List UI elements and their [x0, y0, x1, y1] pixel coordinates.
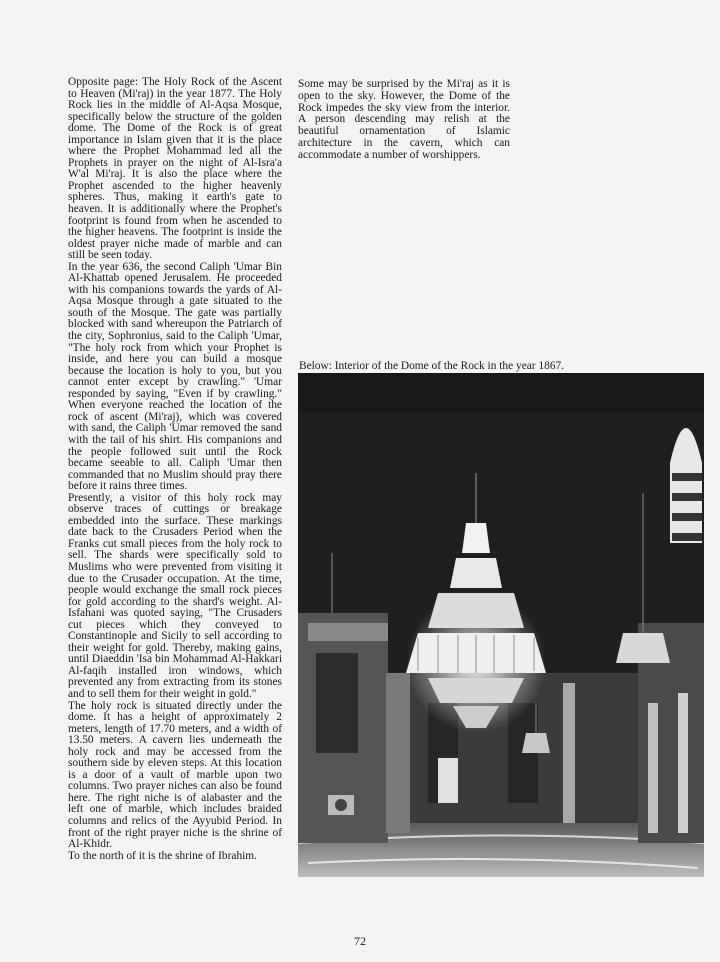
- page-number: 72: [354, 934, 366, 948]
- right-text-column: [298, 79, 510, 162]
- paragraph-caliph-umar: In the year 636, the second Caliph 'Umar Bin Al-Khattab opened Jerusalem. He proceeded with his companions towards the yards of Al-Aqsa Mosque through a gate situated to the south of the Mosque. The gate was partially blocked with sand whereupon the Patriarch of the city, Sophronius, said to the Caliph 'Umar, "The holy rock from which your Prophet is inside, and here you can build a mosque because the location is holy to you, but you cannot enter except by crawling." 'Umar responded by saying, "Even if by crawling." When everyone reached the location of the rock of ascent (Mi'raj), which was covered with sand, the Caliph 'Umar removed the sand with the tail of his shirt. His companions and the people followed suit until the Rock became seeable to all. Caliph 'Umar then commanded that no Muslim should pray there before it rains three times.: [68, 260, 282, 493]
- paragraph-crusaders: Presently, a visitor of this holy rock may observe traces of cuttings or breakage embedded into the surface. These markings date back to the Crusaders Period when the Franks cut small pieces from the holy rock to sell. The shards were specifically sold to Muslims who were prevented from visiting it due to the Crusader occupation. At the time, people would exchange the small rock pieces for gold according to the shard's weight. Al-Isfahani was quoted saying, "The Crusaders cut pieces which they conveyed to Constantinople and Sicily to sell according to their weight for gold. Thereby, making gains, until Diaeddin 'Isa bin Mohammad Al-Hakkari Al-faqih installed iron windows, which prevented any from extracting from its stones and to sell them for their weight in gold.": [68, 491, 282, 700]
- photo-caption: Below: Interior of the Dome of the Rock in the year 1867.: [299, 360, 565, 372]
- paragraph-dimensions: The holy rock is situated directly under the dome. It has a height of approximately 2 meters, length of 17.70 meters, and a width of 13.50 meters. A cavern lies underneath the holy rock and may be accessed from the southern side by eleven steps. At this location is a door of a vault of marble upon two columns. Two prayer niches can also be found here. The right niche is of alabaster and the left one of marble, which includes braided columns and relics of the Ayyubid Period. In front of the right prayer niche is the shrine of Al-Khidr.: [68, 699, 282, 851]
- paragraph-miraj-sky: Some may be surprised by the Mi'raj as it is open to the sky. However, the Dome of the Rock impedes the sky view from the interior. A person descending may relish at the beautiful ornamentation of Islamic architecture in the cavern, which can accommodate a number of worshippers.: [298, 78, 510, 161]
- paragraph-opposite-page-caption: Opposite page: The Holy Rock of the Ascent to Heaven (Mi'raj) in the year 1877. The Holy Rock lies in the middle of Al-Aqsa Mosque, specifically below the structure of the golden dome. The Dome of the Rock is of great importance in Islam given that it is the place where the Prophet Mohammad led all the Prophets in prayer on the night of Al-Isra'a W'al Mi'raj. It is also the place where the Prophet ascended to the higher heavenly spheres. Thus, making it earth's gate to heaven. It is additionally where the Prophet's footprint is found from when he ascended to the higher heavens. The footprint is inside the oldest prayer niche made of marble and can still be seen today.: [68, 76, 282, 262]
- left-text-column: [68, 77, 282, 862]
- dome-interior-photo: [298, 373, 704, 877]
- paragraph-shrine-ibrahim: To the north of it is the shrine of Ibrahim.: [68, 849, 258, 862]
